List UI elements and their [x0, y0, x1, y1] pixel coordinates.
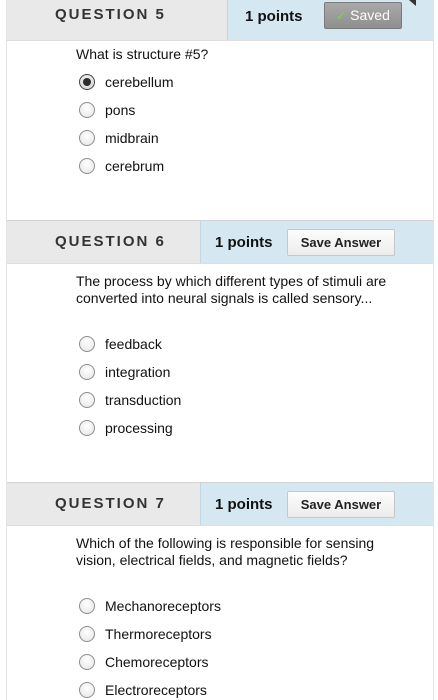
question-6-points: 1 points — [215, 234, 273, 251]
answer-option[interactable] — [79, 152, 173, 180]
question-7-options — [79, 592, 221, 700]
saved-button-label: Saved — [350, 7, 390, 23]
question-7-section — [6, 482, 434, 700]
answer-option-label: transduction — [105, 392, 182, 408]
answer-option[interactable] — [79, 68, 173, 96]
radio-button[interactable] — [79, 130, 95, 146]
answer-option-label: midbrain — [105, 130, 159, 146]
question-7-text: Which of the following is responsible for sensing vision, electrical fields, and magnetic fields? — [76, 535, 375, 568]
question-5-label: QUESTION 5 — [55, 6, 166, 23]
question-5-section — [6, 0, 434, 220]
question-5-text: What is structure #5? — [76, 46, 209, 62]
saved-button[interactable] — [324, 2, 402, 29]
answer-option-label: Chemoreceptors — [105, 654, 209, 670]
answer-option-label: Mechanoreceptors — [105, 598, 221, 614]
radio-button[interactable] — [79, 102, 95, 118]
radio-button[interactable] — [79, 158, 95, 174]
question-5-points: 1 points — [245, 8, 303, 25]
answer-option[interactable] — [79, 676, 221, 700]
question-5-options — [79, 68, 173, 180]
answer-option[interactable] — [79, 592, 221, 620]
answer-option[interactable] — [79, 386, 181, 414]
radio-button[interactable] — [79, 626, 95, 642]
question-6-text: The process by which different types of stimuli are converted into neural signals is called sensory... — [76, 273, 387, 306]
answer-option[interactable] — [79, 330, 181, 358]
question-6-options — [79, 330, 181, 442]
check-icon: ✓ — [336, 9, 347, 23]
radio-button-selected[interactable] — [79, 74, 95, 90]
question-6-header — [7, 220, 433, 264]
radio-button[interactable] — [79, 682, 95, 698]
radio-button[interactable] — [79, 654, 95, 670]
question-7-points: 1 points — [215, 496, 273, 513]
question-6-section — [6, 220, 434, 482]
question-7-header — [7, 482, 433, 526]
answer-option[interactable] — [79, 96, 173, 124]
answer-option-label: Thermoreceptors — [105, 626, 212, 642]
answer-option-label: Electroreceptors — [105, 682, 207, 698]
answer-option[interactable] — [79, 358, 181, 386]
question-5-header — [7, 0, 433, 41]
answer-option-label: processing — [105, 420, 173, 436]
answer-option-label: feedback — [105, 336, 162, 352]
answer-option[interactable] — [79, 648, 221, 676]
radio-button[interactable] — [79, 364, 95, 380]
save-answer-button[interactable]: Save Answer — [287, 491, 395, 518]
save-answer-button[interactable]: Save Answer — [287, 229, 395, 256]
answer-option-label: cerebellum — [105, 74, 174, 90]
question-6-label: QUESTION 6 — [55, 233, 166, 250]
question-5-points-box — [227, 0, 434, 40]
corner-marker-icon — [402, 0, 416, 6]
question-7-label: QUESTION 7 — [55, 495, 166, 512]
answer-option-label: integration — [105, 364, 171, 380]
answer-option[interactable] — [79, 124, 173, 152]
answer-option-label: cerebrum — [105, 158, 165, 174]
question-6-points-box — [200, 221, 434, 263]
radio-button[interactable] — [79, 598, 95, 614]
radio-button[interactable] — [79, 336, 95, 352]
radio-button[interactable] — [79, 420, 95, 436]
answer-option[interactable] — [79, 620, 221, 648]
question-7-points-box — [200, 483, 434, 525]
answer-option-label: pons — [105, 102, 136, 118]
radio-button[interactable] — [79, 392, 95, 408]
answer-option[interactable] — [79, 414, 181, 442]
